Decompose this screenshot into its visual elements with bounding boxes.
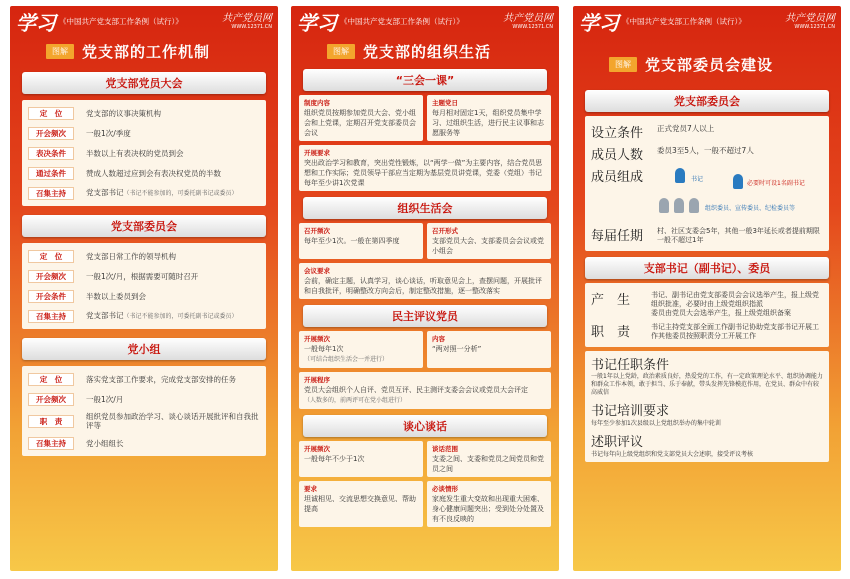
- row-label: 定 位: [28, 373, 74, 386]
- brand-logo: 共产党员网 WWW.12371.CN: [222, 12, 272, 30]
- info-box: 制度内容 组织党员按期参加党员大会、党小组会和上党课，定期召开党支部委员会会议: [299, 95, 423, 141]
- key-value: 书记主持党支部全面工作副书记协助党支部书记开展工作其他委员按照职责分工开展工作: [651, 323, 819, 340]
- section-title: 谈心谈话: [303, 415, 547, 437]
- xuexi-logo: 学习: [16, 10, 56, 35]
- key-value: 每年至少参加1次县级以上党组织举办的集中轮训: [591, 420, 721, 427]
- row-label: 定 位: [28, 250, 74, 263]
- key-label: 成员组成: [591, 170, 644, 185]
- member-person-icon: [659, 198, 669, 213]
- key-value: 村、社区支委会5年，其他一般3年延长或者提前期限一般不超过1年: [657, 227, 820, 244]
- key-value: 正式党员7人以上: [657, 124, 715, 133]
- key-label: 述职评议: [591, 435, 644, 450]
- panel-header: [291, 6, 559, 36]
- key-value: 书记每年向上级党组织和党支部党员大会述职，接受评议考核: [591, 451, 754, 458]
- row-value: 一般1次/月: [86, 394, 124, 404]
- member-person-icon: [674, 198, 684, 213]
- info-box: 召开频次 每年至少1次。一般在第四季度: [299, 223, 423, 259]
- members-label: 组织委员、宣传委员、纪检委员等: [705, 205, 796, 212]
- key-value: 一般1年以上党龄，政治素质良好，热爱党的工作，有一定政策理论水平、组织协调能力和群众工作本领，敢于担当、乐于奉献，带头发挥先锋模范作用，在党员、群众中有较高威信: [591, 373, 823, 396]
- brand-logo: 共产党员网 WWW.12371.CN: [785, 12, 835, 30]
- section-box: [585, 283, 829, 347]
- deputy-label: 必要时可设1名副书记: [747, 180, 805, 187]
- section-box: [22, 243, 266, 329]
- row-label: 开会频次: [28, 393, 74, 406]
- key-label: 产 生: [591, 293, 631, 308]
- row-value: 组织党员参加政治学习、谈心谈话开展批评和自我批评等: [86, 412, 259, 430]
- row-label: 表决条件: [28, 147, 74, 160]
- panel-committee: [573, 6, 841, 571]
- section-title: 党支部党员大会: [22, 72, 266, 94]
- section-title: 民主评议党员: [303, 305, 547, 327]
- section-title: 党小组: [22, 338, 266, 360]
- member-person-icon: [689, 198, 699, 213]
- section-title: 党支部委员会: [585, 90, 829, 112]
- key-value: 书记、副书记由党支部委员会会议选举产生，报上级党组织批准，必要时由上级党组织指派 委员由党员大会选举产生，报上级党组织备案: [651, 291, 819, 317]
- key-value: 委员3至5人，一般不超过7人: [657, 146, 754, 155]
- row-value: 党小组组长: [86, 438, 124, 448]
- brand-logo: 共产党员网 WWW.12371.CN: [503, 12, 553, 30]
- row-label: 职 责: [28, 415, 74, 428]
- row-value: 半数以上委员到会: [86, 291, 146, 301]
- row-label: 开会频次: [28, 127, 74, 140]
- tuji-tag: 图解: [327, 44, 355, 59]
- info-box: 开展频次 一般每年不少于1次: [299, 441, 423, 477]
- row-value: 党支部书记（书记不能参加的，可委托副书记或委员）: [86, 311, 238, 320]
- info-box: 要求 坦诚相见、交流思想交换意见、帮助提高: [299, 481, 423, 527]
- info-box: 开展要求 突出政治学习和教育，突出党性锻炼，以“两学一做”为主要内容，结合党员思想和工作实际；党员领导干部应当定期为基层党员讲党课，党委（党组）书记每年至少讲1次党课: [299, 145, 551, 191]
- row-value: 落实党支部工作要求，完成党支部安排的任务: [86, 374, 236, 384]
- regulation-title: 《中国共产党支部工作条例（试行）》: [340, 16, 464, 26]
- regulation-title: 《中国共产党支部工作条例（试行）》: [622, 16, 746, 26]
- section-title: 党支部委员会: [22, 215, 266, 237]
- xuexi-logo: 学习: [579, 10, 619, 35]
- row-value: 党支部的议事决策机构: [86, 108, 161, 118]
- key-label: 成员人数: [591, 148, 644, 163]
- row-value: 党支部日常工作的领导机构: [86, 251, 176, 261]
- member-diagram: [657, 166, 823, 222]
- panel-title: 党支部的组织生活: [363, 42, 492, 61]
- tuji-tag: 图解: [46, 44, 74, 59]
- section-title: 组织生活会: [303, 197, 547, 219]
- row-label: 开会频次: [28, 270, 74, 283]
- panel-header: [10, 6, 278, 36]
- key-label: 设立条件: [591, 126, 644, 141]
- row-value: 一般1次/季度: [86, 128, 131, 138]
- row-label: 定 位: [28, 107, 74, 120]
- row-label: 通过条件: [28, 167, 74, 180]
- section-box: [22, 366, 266, 456]
- row-value: 半数以上有表决权的党员到会: [86, 148, 184, 158]
- row-label: 开会条件: [28, 290, 74, 303]
- section-box: [585, 116, 829, 251]
- row-label: 召集主持: [28, 310, 74, 323]
- info-box: 召开形式 支部党员大会、支部委员会会议或党小组会: [427, 223, 551, 259]
- section-box: [22, 100, 266, 206]
- panel-work-mechanism: [10, 6, 278, 571]
- info-box: 开展频次 一般每年1次 （可结合组织生活会一并进行）: [299, 331, 423, 368]
- panel-title: 党支部的工作机制: [82, 42, 211, 61]
- row-value: 赞成人数超过应到会有表决权党员的半数: [86, 168, 221, 178]
- info-box: 谈话范围 支委之间、支委和党员之间党员和党员之间: [427, 441, 551, 477]
- section-title: “三会一课”: [303, 69, 547, 91]
- row-label: 召集主持: [28, 187, 74, 200]
- row-value: 一般1次/月，根据需要可随时召开: [86, 271, 199, 281]
- key-label: 书记任职条件: [591, 358, 670, 373]
- key-label: 职 责: [591, 325, 631, 340]
- deputy-person-icon: [733, 174, 743, 189]
- key-label: 书记培训要求: [591, 404, 670, 419]
- row-value: 党支部书记（书记不能参加的，可委托副书记或委员）: [86, 188, 238, 197]
- secretary-label: 书记: [691, 176, 704, 183]
- panel-title: 党支部委员会建设: [645, 55, 774, 74]
- info-box: 主题党日 每月相对固定1天，组织党员集中学习、过组织生活，进行民主议事和志愿服务等: [427, 95, 551, 141]
- info-box: 必谈情形 家庭发生重大变故和出现重大困难、身心健康问题突出；受到处分处置及有不良反映的: [427, 481, 551, 527]
- section-title: 支部书记（副书记）、委员: [585, 257, 829, 279]
- secretary-person-icon: [675, 168, 685, 183]
- info-box: 会议要求 会前，确定主题，认真学习，谈心谈话，听取意见会上，查摆问题，开展批评和自我批评，明确整改方向会后，制定整改措施，逐一整改落实: [299, 263, 551, 299]
- section-box: [585, 351, 829, 462]
- panel-org-life: [291, 6, 559, 571]
- row-label: 召集主持: [28, 437, 74, 450]
- info-box: 开展程序 党员大会组织个人自评、党员互评、民主测评支委会会议或党员大会评定 （人数多的，前两评可在党小组进行）: [299, 372, 551, 409]
- regulation-title: 《中国共产党支部工作条例（试行）》: [59, 16, 183, 26]
- info-box: 内容 “两对照一分析”: [427, 331, 551, 368]
- tuji-tag: 图解: [609, 57, 637, 72]
- panel-header: [573, 6, 841, 36]
- key-label: 每届任期: [591, 229, 644, 244]
- xuexi-logo: 学习: [297, 10, 337, 35]
